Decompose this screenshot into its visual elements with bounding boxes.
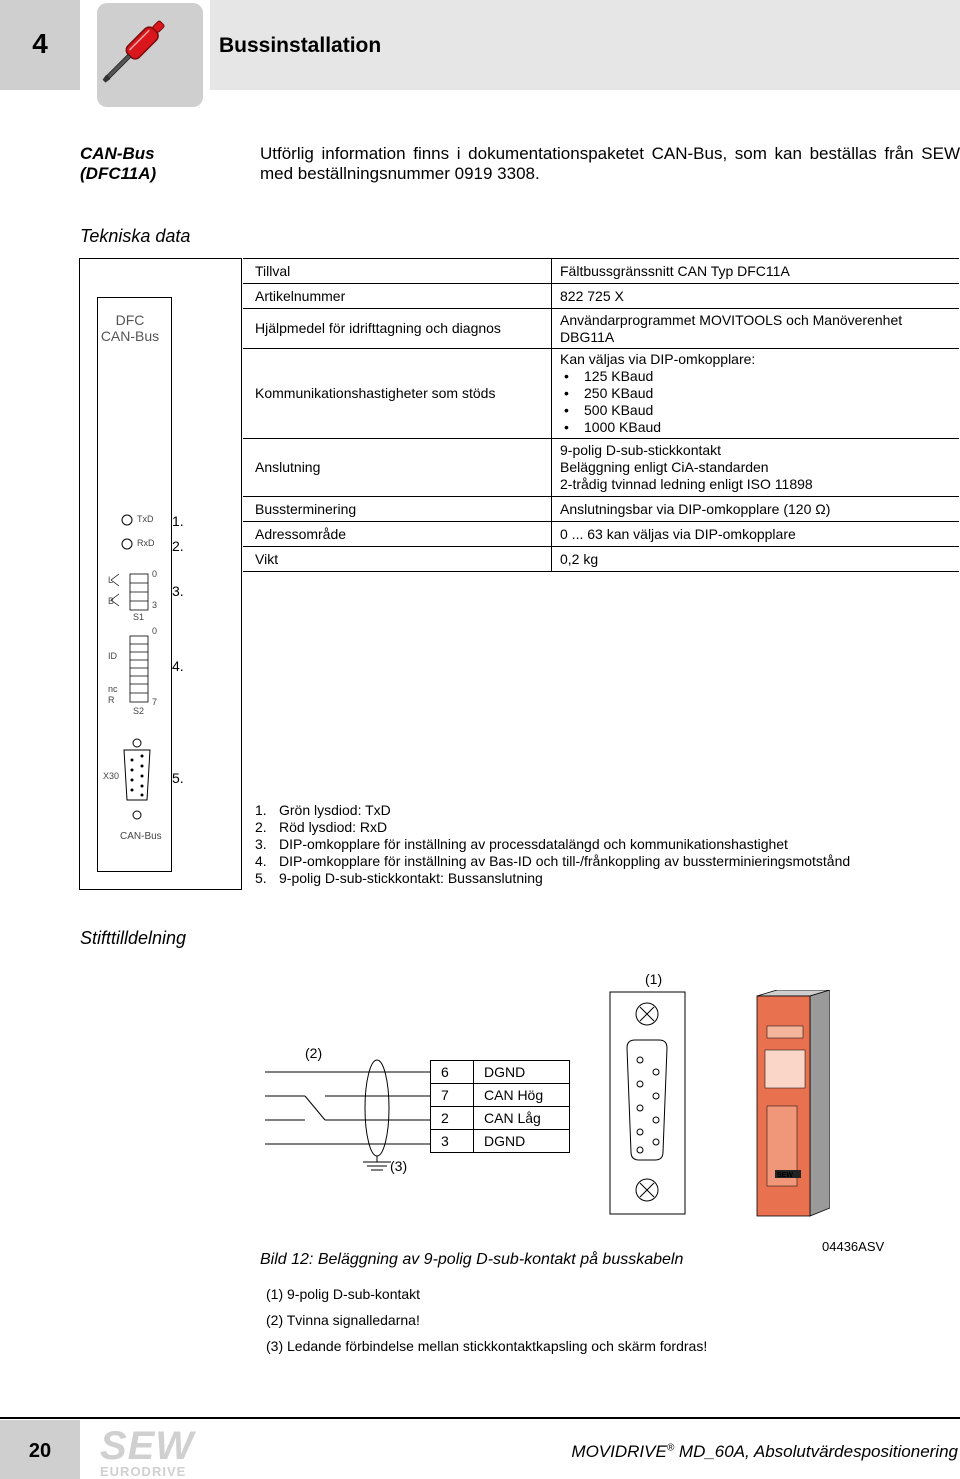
pin-number: 6 [431,1061,474,1084]
spec-value: 2-trådig tvinnad ledning enligt ISO 11898 [560,476,813,492]
marker-1: (1) [645,971,663,987]
note-text: Röd lysdiod: RxD [279,819,388,835]
note-text: Grön lysdiod: TxD [279,802,391,818]
table-row [243,497,959,522]
module-title-line2: CAN-Bus [100,328,160,344]
spec-label: Vikt [243,547,552,572]
txd-label: TxD [137,514,154,524]
intro-text: Utförlig information finns i dokumentationspaketet CAN-Bus, som kan beställas från SEW med beställningsnummer 0919 3308. [260,144,960,183]
sub-d-connector-icon [124,739,150,819]
note-text: 9-polig D-sub-stickkontakt: Bussanslutning [279,870,543,886]
logo-bottom: EURODRIVE [100,1464,187,1479]
spec-value: 0,2 kg [552,547,960,572]
footer-title [571,1442,958,1462]
list-item [255,853,850,870]
s1-bottom-label: 3 [152,600,158,610]
pin-number: 7 [431,1084,474,1107]
pin-signal: CAN Hög [474,1084,570,1107]
callout-1: 1. [172,513,184,529]
note-number: 5. [255,870,267,886]
figure-caption: Bild 12: Beläggning av 9-polig D-sub-kontakt på busskabeln [260,1251,684,1268]
note-number: 4. [255,853,267,869]
spec-value: Användarprogrammet MOVITOOLS och Manöverenhet DBG11A [552,309,960,349]
pin-signal: DGND [474,1130,570,1153]
label-nc: nc [108,684,118,694]
spec-label: Tillval [243,259,552,284]
sub-d-plug-icon [610,992,685,1214]
table-row [243,309,959,349]
module-title [98,312,162,344]
chapter-number: 4 [32,28,48,59]
side-label-dfc11a: (DFC11A) [80,164,157,183]
logo-top: SEW [100,1424,195,1468]
label-r: R [108,695,115,705]
table-row [431,1061,570,1084]
figure-id: 04436ASV [822,1239,885,1254]
baud-list [560,368,959,436]
callout-3: 3. [172,583,184,599]
table-row [243,547,959,572]
table-row [431,1130,570,1153]
s1-label: S1 [133,612,145,622]
marker-2: (2) [305,1045,323,1061]
component-notes [255,802,850,887]
spec-value: 0 ... 63 kan väljas via DIP-omkopplare [552,522,960,547]
pinout-heading: Stifttilldelning [80,928,187,948]
note-text: DIP-omkopplare för inställning av processdatalängd och kommunikationshastighet [279,836,788,852]
list-item: • 125 KBaud [578,368,959,385]
pin-signal: CAN Låg [474,1107,570,1130]
s2-top-label: 0 [152,626,158,636]
footer-rule [0,1417,960,1419]
list-item: • 250 KBaud [578,385,959,402]
side-label-can-bus: CAN-Bus [80,144,155,163]
x30-label: X30 [103,771,120,781]
s2-dip-switch-icon [130,636,148,702]
chapter-title: Bussinstallation [219,34,382,57]
footer-title-rest: MD_60A, Absolutvärdespositionering [674,1442,958,1461]
s2-bottom-label: 7 [152,697,158,707]
spec-value: Kan väljas via DIP-omkopplare: [560,351,756,367]
callout-2: 2. [172,538,184,554]
spec-value: 9-polig D-sub-stickkontakt [560,442,722,458]
spec-label: Artikelnummer [243,284,552,309]
pin-signal: DGND [474,1061,570,1084]
note-text: DIP-omkopplare för inställning av Bas-ID och till-/frånkoppling av bussterminieringsmotstånd [279,853,851,869]
callout-4: 4. [172,658,184,674]
table-row [431,1084,570,1107]
twisted-pair-icon [265,1072,431,1144]
s1-dip-switch-icon [130,574,148,610]
spec-label: Hjälpmedel för idrifttagning och diagnos [243,309,552,349]
spec-value: 822 725 X [552,284,960,309]
pin-table [430,1060,570,1153]
spec-value: Beläggning enligt CiA-standarden [560,459,769,475]
list-item [255,802,850,819]
footer-product: MOVIDRIVE [571,1442,667,1461]
table-row [431,1107,570,1130]
table-row [243,349,959,439]
table-row [243,284,959,309]
spec-label: Bussterminering [243,497,552,522]
ground-icon [363,1156,391,1170]
list-item: • 1000 KBaud [578,419,959,436]
spec-value-cell [552,349,960,439]
footer-registered: ® [666,1442,675,1454]
rxd-led-icon [122,539,132,549]
pin-number: 2 [431,1107,474,1130]
rxd-label: RxD [137,538,155,548]
s2-label: S2 [133,706,145,716]
label-id: ID [108,651,117,661]
note-number: 3. [255,836,267,852]
label-b: B [108,596,115,606]
spec-label: Anslutning [243,439,552,497]
spec-value: Anslutningsbar via DIP-omkopplare (120 Ω) [552,497,960,522]
spec-label: Adressområde [243,522,552,547]
tech-data-table [243,258,959,572]
table-row [243,522,959,547]
marker-3: (3) [390,1158,408,1174]
note-number: 2. [255,819,267,835]
callout-5: 5. [172,770,184,786]
table-row [243,259,959,284]
unit-brand-label: SEW [777,1172,793,1179]
sew-eurodrive-logo [100,1424,205,1479]
note-number: 1. [255,802,267,818]
module-bottom-label: CAN-Bus [120,831,162,842]
screwdriver-icon [97,3,203,107]
cable-shield-icon [365,1060,389,1156]
spec-value: Fältbussgränssnitt CAN Typ DFC11A [552,259,960,284]
list-item [255,870,850,887]
spec-value-cell [552,439,960,497]
legend-item-3: (3) Ledande förbindelse mellan stickkontaktkapsling och skärm fordras! [266,1338,708,1354]
legend-item-1: (1) 9-polig D-sub-kontakt [266,1286,421,1302]
spec-label: Kommunikationshastigheter som stöds [243,349,552,439]
list-item [255,819,850,836]
s1-top-label: 0 [152,569,158,579]
table-row [243,439,959,497]
txd-led-icon [122,515,132,525]
tech-data-heading: Tekniska data [80,226,191,246]
module-title-line1: DFC [115,312,145,328]
pin-number: 3 [431,1130,474,1153]
label-l: L [108,575,114,585]
list-item [255,836,850,853]
list-item: • 500 KBaud [578,402,959,419]
page-number: 20 [28,1440,52,1462]
movidrive-unit-icon [757,990,830,1216]
legend-item-2: (2) Tvinna signalledarna! [266,1312,420,1328]
